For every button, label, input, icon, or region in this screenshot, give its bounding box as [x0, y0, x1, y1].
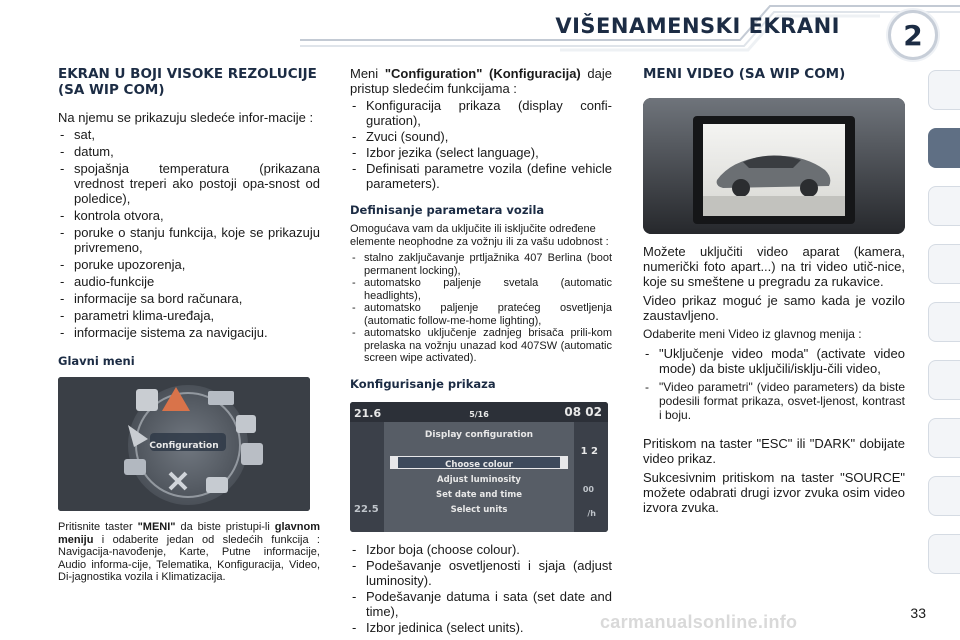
outro-text: i odaberite jedan od sledećih funkcija : Navigacija-navođenje, Karte, Putne informacije, Audio informa-cije, Telematika, Konfiguracija, Video, Di-jagnostika vozila i Klimatizacija. [58, 533, 320, 583]
list-item: - "Video parametri" (video parameters) da biste podesili format prikaza, osvet-ljenost, kontrast i boju. [643, 380, 905, 422]
list-item: - automatsko paljenje svetala (automatic headlights), [350, 277, 612, 302]
chapter-tab-5[interactable] [928, 302, 960, 342]
chapter-tabs [924, 70, 960, 585]
screen-option-set-date-time[interactable]: Set date and time [436, 489, 522, 500]
list-item: - stalno zaključavanje prtljažnika 407 Berlina (boot permanent locking), [350, 252, 612, 277]
vehicle-params-list [350, 252, 612, 365]
info-list [58, 127, 320, 340]
outro-main-menu: glavnom meniju [58, 521, 320, 546]
chapter-tab-4[interactable] [928, 244, 960, 284]
chapter-tab-2[interactable] [928, 128, 960, 168]
section-title-video: MENI VIDEO (SA WIP COM) [643, 66, 846, 82]
header-band [0, 0, 960, 62]
outro-text: Pritisnite taster [58, 521, 138, 533]
screen-option-select-units[interactable]: Select units [450, 504, 508, 515]
screen-right-value: 1 2 [580, 445, 598, 457]
screen-track: 5/16 [469, 409, 489, 419]
chapter-tab-6[interactable] [928, 360, 960, 400]
chapter-tab-1[interactable] [928, 70, 960, 110]
vehicle-params-intro: Omogućava vam da uključite ili isključite određene elemente neophodne za vožnju ili za vašu udobnost : [350, 223, 609, 248]
video-menu-list [643, 346, 905, 422]
list-item: - parametri klima-uređaja, [58, 308, 320, 323]
menu-configuration-label: Configuration [149, 441, 219, 451]
list-item: - poruke o stanju funkcija, koje se prikazuju privremeno, [58, 225, 320, 255]
audio-icon [236, 415, 256, 433]
intro-text: daje pristup sledećim funkcijama : [350, 66, 612, 96]
display-config-heading: Konfigurisanje prikaza [350, 376, 496, 391]
list-item: - "Uključenje video moda" (activate video mode) da biste uključili/isklju-čili video, [643, 346, 905, 376]
chapter-tab-8[interactable] [928, 476, 960, 516]
video-screen-photo [643, 98, 905, 234]
screen-right-value: 00 [582, 484, 594, 494]
list-item: - spojašnja temperatura (prikazana vrednost treperi ako postoji opa-snost od poledice), [58, 161, 320, 206]
outro-menu-key: "MENI" [137, 521, 176, 533]
list-item: - datum, [58, 144, 320, 159]
list-item: - sat, [58, 127, 320, 142]
video-para-1: Možete uključiti video aparat (kamera, numerički foto apart...) na tri video utič-nice, koje su smeštene u pregradu za rukavice. [643, 244, 905, 289]
col1-outro [58, 521, 320, 584]
video-para-3: Odaberite meni Video iz glavnog menija : [643, 327, 862, 341]
list-item: - automatsko uključenje zadnjeg brisača prili-kom prelaska na vožnju unazad kod 407SW (automatic screen wipe activated). [350, 327, 612, 365]
page-number: 33 [910, 605, 926, 621]
screen-left-value: 22.5 [354, 503, 379, 515]
intro-menu-name: "Configuration" (Konfiguracija) [384, 66, 581, 81]
list-item: - Izbor jezika (select language), [350, 145, 612, 160]
configuration-list [350, 98, 612, 191]
list-item: - Izbor boja (choose colour). [350, 542, 612, 557]
vehicle-params-heading: Definisanje parametara vozila [350, 203, 545, 217]
screen-option-choose-colour[interactable]: Choose colour [445, 459, 513, 470]
list-item: - audio-funkcije [58, 274, 320, 289]
main-menu-heading: Glavni meni [58, 354, 135, 368]
display-config-screen [350, 402, 608, 532]
main-menu-image [58, 377, 310, 511]
page-title: VIŠENAMENSKI EKRANI [555, 14, 840, 38]
section-title-color-screen: EKRAN U BOJI VISOKE REZOLUCIJE (SA WIP COM) [58, 66, 317, 98]
list-item: - Definisati parametre vozila (define vehicle parameters). [350, 161, 612, 191]
video-icon [206, 477, 228, 493]
intro-text: Meni [350, 66, 385, 81]
outro-text: da biste pristupi-li [175, 521, 275, 533]
list-item: - Podešavanje datuma i sata (set date and time), [350, 589, 612, 619]
col2-intro [350, 66, 612, 96]
list-item: - poruke upozorenja, [58, 257, 320, 272]
display-config-list [350, 542, 612, 635]
list-item: - Podešavanje osvetljenosti i sjaja (adjust luminosity). [350, 558, 612, 588]
video-para-4: Pritiskom na taster "ESC" ili "DARK" dobijate video prikaz. [643, 436, 905, 466]
list-item: - Konfiguracija prikaza (display confi-guration), [350, 98, 612, 128]
screen-clock: 08 02 [564, 404, 602, 419]
screen-temperature: 21.6 [354, 406, 382, 420]
column-video-menu [643, 60, 905, 515]
screen-title: Display configuration [424, 429, 534, 440]
map-icon [136, 389, 158, 411]
list-item: - Zvuci (sound), [350, 129, 612, 144]
column-color-screen [58, 60, 320, 584]
list-item: - Izbor jedinica (select units). [350, 620, 612, 635]
list-item: - informacije sa bord računara, [58, 291, 320, 306]
screen-right-value: /h [587, 508, 596, 518]
list-item: - informacije sistema za navigaciju. [58, 325, 320, 340]
col1-intro: Na njemu se prikazuju sledeće infor-macije : [58, 110, 314, 125]
chapter-tab-3[interactable] [928, 186, 960, 226]
chapter-tab-9[interactable] [928, 534, 960, 574]
video-para-5: Sukcesivnim pritiskom na taster "SOURCE" možete odabrati drugi izvor zvuka osim video izvora zvuka. [643, 470, 905, 515]
screen-option-adjust-luminosity[interactable]: Adjust luminosity [437, 474, 521, 485]
video-para-2: Video prikaz moguć je samo kada je vozilo zaustavljeno. [643, 293, 905, 323]
list-item: - automatsko paljenje pratećeg osvetljenja (automatic follow-me-home lighting), [350, 302, 612, 327]
list-item: - kontrola otvora, [58, 208, 320, 223]
chapter-tab-7[interactable] [928, 418, 960, 458]
climate-icon [124, 459, 146, 475]
chapter-badge: 2 [888, 10, 938, 60]
column-configuration [350, 60, 612, 636]
telematics-icon [208, 391, 234, 405]
watermark: carmanualsonline.info [600, 612, 798, 632]
